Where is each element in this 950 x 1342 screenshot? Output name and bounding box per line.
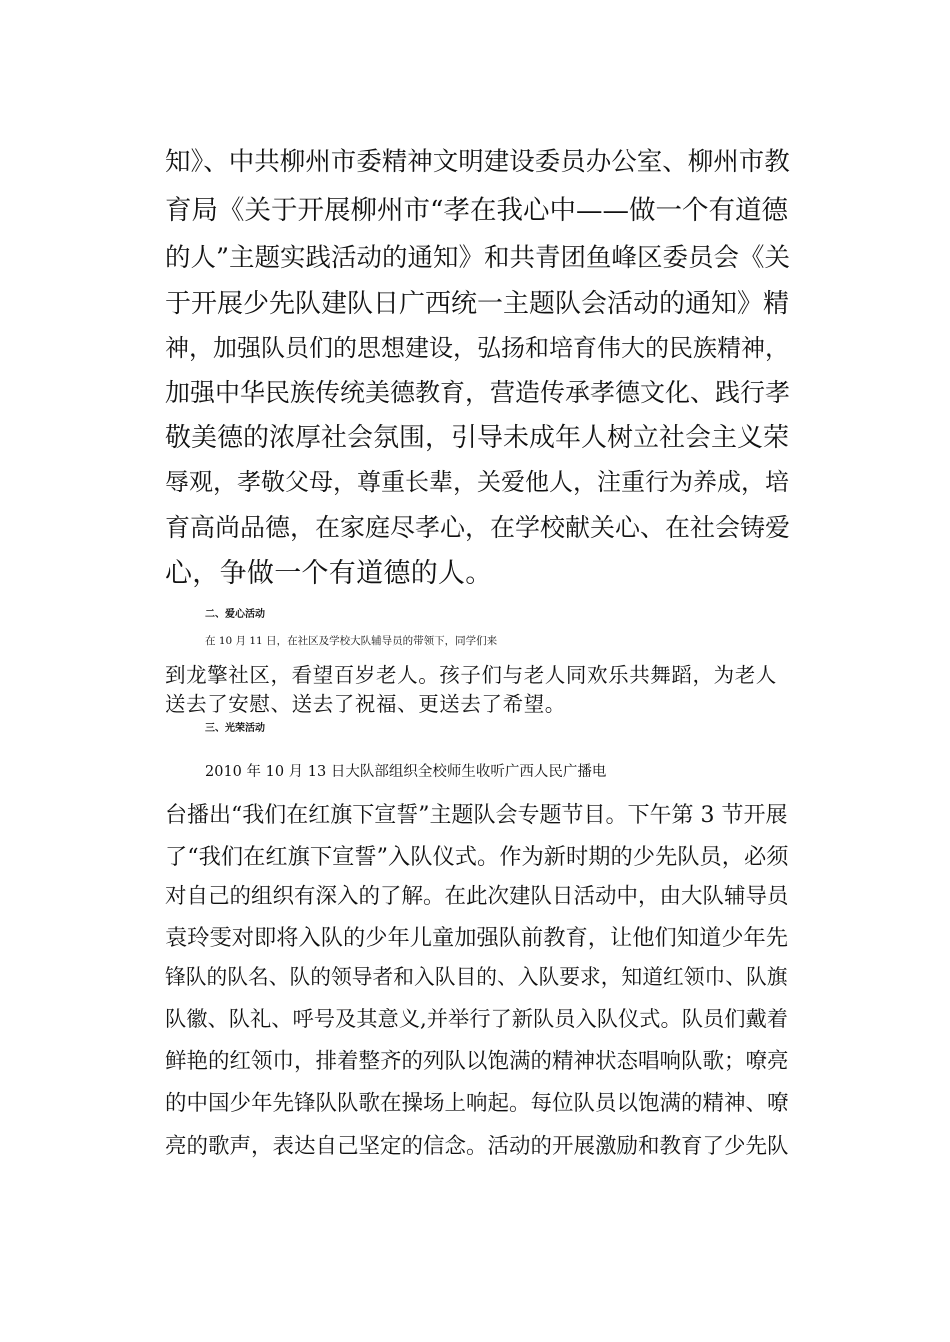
section-heading: 二、爱心活动 (205, 609, 265, 620)
paragraph-line: 台播出“我们在红旗下宣誓”主题队会专题节目。下午第 3 节开展 (165, 803, 788, 828)
paragraph-line: 鲜艳的红领巾，排着整齐的列队以饱满的精神状态唱响队歌；嘹亮 (165, 1049, 789, 1074)
paragraph-line: 的中国少年先锋队队歌在操场上响起。每位队员以饱满的精神、嘹 (165, 1091, 789, 1116)
paragraph-line: 了“我们在红旗下宣誓”入队仪式。作为新时期的少先队员，必须 (165, 844, 789, 870)
paragraph-line: 袁玲雯对即将入队的少年儿童加强队前教育，让他们知道少年先 (165, 925, 788, 951)
intro-line: 于开展少先队建队日广西统一主题队会活动的通知》精 (165, 289, 790, 319)
intro-line: 知》、中共柳州市委精神文明建设委员办公室、柳州市教 (165, 147, 790, 177)
paragraph-line: 在 10 月 11 日，在社区及学校大队辅导员的带领下，同学们来 (205, 635, 498, 647)
paragraph-line: 锋队的队名、队的领导者和入队目的、入队要求，知道红领巾、队旗 (165, 965, 788, 989)
intro-line: 加强中华民族传统美德教育，营造传承孝德文化、践行孝 (165, 378, 791, 407)
paragraph-line: 2010 年 10 月 13 日大队部组织全校师生收听广西人民广播电 (205, 764, 607, 780)
intro-line: 敬美德的浓厚社会氛围，引导未成年人树立社会主义荣 (165, 423, 790, 453)
paragraph-line: 送去了安慰、送去了祝福、更送去了希望。 (165, 692, 566, 716)
intro-line: 育局《关于开展柳州市“孝在我心中——做一个有道德 (165, 195, 789, 226)
intro-line: 育高尚品德，在家庭尽孝心，在学校献关心、在社会铸爱 (165, 513, 791, 542)
intro-line: 的人”主题实践活动的通知》和共青团鱼峰区委员会《关 (165, 243, 791, 273)
intro-line: 神，加强队员们的思想建设，弘扬和培育伟大的民族精神， (165, 334, 789, 362)
paragraph-line: 对自己的组织有深入的了解。在此次建队日活动中，由大队辅导员 (165, 884, 789, 909)
section-heading: 三、光荣活动 (205, 723, 265, 734)
paragraph-line: 到龙擎社区，看望百岁老人。孩子们与老人同欢乐共舞蹈，为老人 (165, 663, 777, 687)
intro-line: 辱观，孝敬父母，尊重长辈，关爱他人，注重行为养成，培 (165, 468, 789, 496)
intro-line: 心，争做一个有道德的人。 (165, 558, 493, 589)
paragraph-line: 亮的歌声，表达自己坚定的信念。活动的开展激励和教育了少先队 (165, 1134, 789, 1159)
paragraph-line: 队徽、队礼、呼号及其意义,并举行了新队员入队仪式。队员们戴着 (165, 1007, 789, 1032)
